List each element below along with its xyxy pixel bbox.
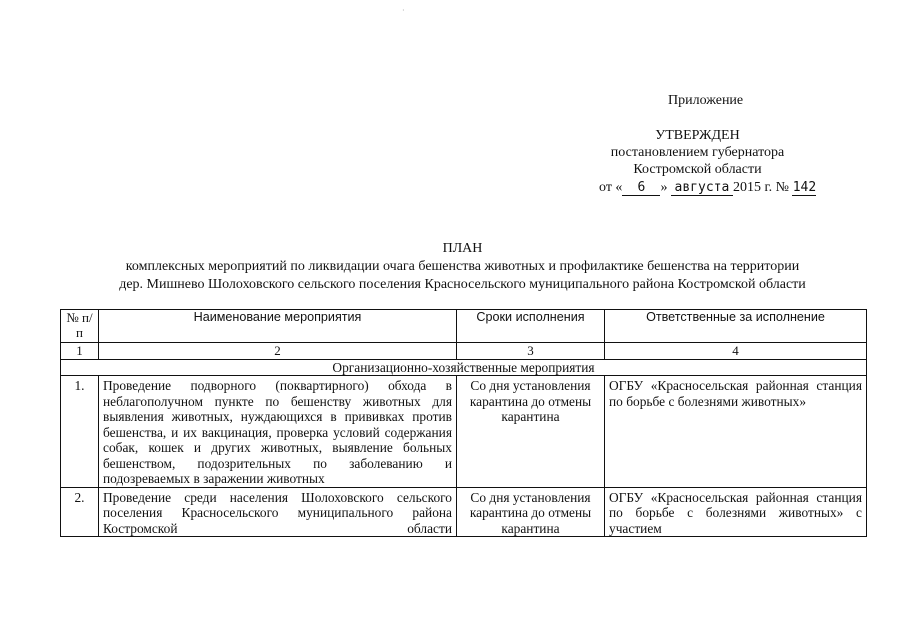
- column-numbers-row: [61, 343, 867, 360]
- col-number-1: 1: [61, 343, 99, 360]
- section-title: Организационно-хозяйственные мероприятия: [61, 359, 867, 376]
- table-header-row: [61, 310, 867, 343]
- col-header-term: Сроки исполнения: [457, 310, 605, 343]
- approved-by-line2: Костромской области: [633, 162, 762, 177]
- decree-date-line: [560, 179, 835, 196]
- table-row: [61, 376, 867, 488]
- plan-subtitle-line1: комплексных мероприятий по ликвидации очага бешенства животных и профилактике бешенства на территории: [125, 259, 800, 274]
- plan-title: [60, 240, 865, 294]
- row-term: Со дня установления карантина до отмены карантина: [457, 487, 605, 537]
- col-number-4: 4: [605, 343, 867, 360]
- col-header-responsible: Ответственные за исполнение: [605, 310, 867, 343]
- decree-year: 2015 г. №: [732, 180, 789, 195]
- row-responsible: ОГБУ «Красносельская районная станция по борьбе с болезнями животных»: [605, 376, 867, 488]
- appendix-label: Приложение: [668, 93, 744, 108]
- approved-label: УТВЕРЖДЕН: [655, 128, 740, 143]
- row-activity: Проведение подворного (поквартирного) обхода в неблагополучном пункте по бешенству животных для выявления животных, нуждающихся в прививках против бешенства, и их вакцинация, проверка условий содержания собак, кошек и других животных, выявление больных бешенством, подозрительных по заболеванию и подозреваемых в заражении животных: [99, 376, 457, 488]
- decree-number: 142: [792, 180, 817, 195]
- scan-speck: ·: [402, 6, 405, 15]
- date-prefix: от «: [599, 180, 623, 195]
- plan-subtitle-line2: дер. Мишнево Шолоховского сельского поселения Красносельского муниципального района Костромской области: [119, 277, 806, 292]
- row-activity: Проведение среди населения Шолоховского сельского поселения Красносельского муниципального района Костромской области: [99, 487, 457, 537]
- plan-table: [60, 309, 867, 537]
- approval-block: [560, 92, 835, 196]
- row-number: 1.: [61, 376, 99, 488]
- col-number-2: 2: [99, 343, 457, 360]
- table-row: [61, 487, 867, 537]
- section-row: [61, 359, 867, 376]
- date-mid: »: [660, 180, 668, 195]
- col-number-3: 3: [457, 343, 605, 360]
- row-term: Со дня установления карантина до отмены карантина: [457, 376, 605, 488]
- col-header-number: № п/п: [61, 310, 99, 343]
- col-header-name: Наименование мероприятия: [99, 310, 457, 343]
- row-number: 2.: [61, 487, 99, 537]
- plan-heading: ПЛАН: [442, 241, 483, 256]
- decree-day: 6: [622, 180, 660, 196]
- approved-by-line1: постановлением губернатора: [610, 145, 785, 160]
- row-responsible: ОГБУ «Красносельская районная станция по борьбе с болезнями животных» с участием: [605, 487, 867, 537]
- decree-month: августа: [671, 180, 733, 196]
